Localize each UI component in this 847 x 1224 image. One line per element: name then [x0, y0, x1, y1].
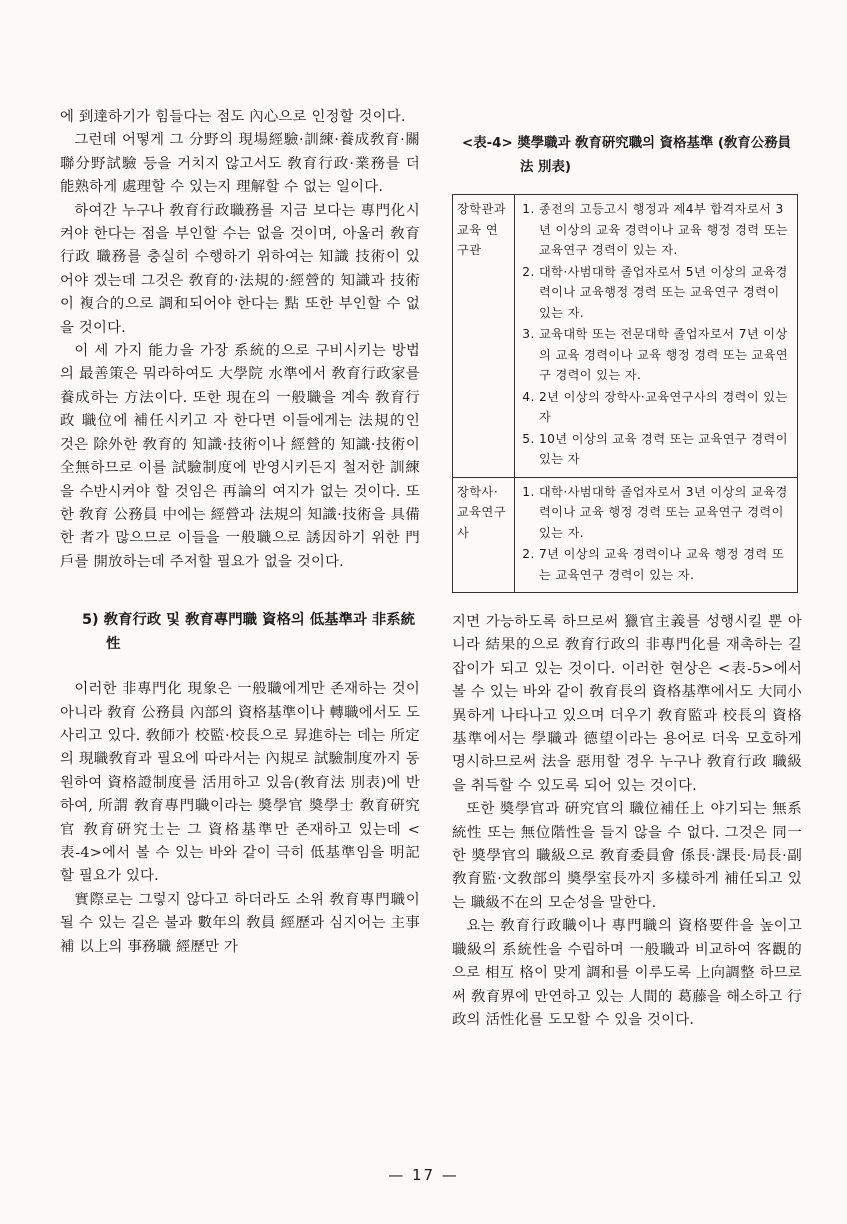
- qualification-table: [452, 194, 798, 593]
- paragraph: 實際로는 그렇지 않다고 하더라도 소위 敎育專門職이 될 수 있는 길은 불과 數年의 敎員 經歷과 심지어는 主事補 以上의 事務職 經歷만 가: [60, 891, 420, 955]
- paragraph: 에 到達하기가 힘들다는 점도 內心으로 인정할 것이다.: [60, 109, 406, 125]
- position-text: 교육연구: [457, 505, 507, 519]
- criteria-item: 5. 10년 이상의 교육 경력 또는 교육연구 경력이 있는 자: [539, 429, 792, 470]
- section-heading: 5) 敎育行政 및 敎育專門職 資格의 低基準과 非系統性: [82, 612, 415, 653]
- paragraph: 또한 奬學官과 硏究官의 職位補任上 야기되는 無系統性 또는 無位階性을 들지 않을 수 없다. 그것은 同一한 奬學官의 職級으로 敎育委員會 係長·課長·局長·副敎育監·文敎部의 奬學室長까지 多樣하게 補任되고 있는 職級不在의 모순성을 말한다.: [452, 801, 802, 911]
- paragraph: 요는 敎育行政職이나 專門職의 資格要件을 높이고 職級의 系統性을 수립하며 一般職과 비교하여 客觀的으로 相互 格이 맞게 調和를 이루도록 上向調整 하므로써 敎育界에 만연하고 있는 人間的 葛藤을 해소하고 行政의 活性化를 도모할 수 있을 것이다.: [452, 918, 802, 1028]
- criteria-item: 2. 7년 이상의 교육 경력이나 교육 행정 경력 또는 교육연구 경력이 있는 자.: [539, 544, 792, 585]
- position-cell: [453, 195, 515, 478]
- right-body: [452, 611, 802, 1032]
- criteria-item: 2. 대학·사범대학 졸업자로서 5년 이상의 교육경력이나 교육행정 경력 또는 교육연구 경력이 있는 자.: [539, 262, 792, 324]
- position-text: 사: [457, 525, 470, 540]
- page-number: — 17 —: [388, 1166, 459, 1184]
- criteria-item: 4. 2년 이상의 장학사·교육연구사의 경력이 있는 자: [539, 387, 792, 428]
- paragraph: 지면 가능하도록 하므로써 獵官主義를 성행시킬 뿐 아니라 結果的으로 敎育行政의 非專門化를 재촉하는 길잡이가 되고 있는 것이다. 이러한 현상은 <表-5>에서 볼 수 있는 바와 같이 敎育長의 資格基準에서도 大同小異하게 나타나고 있으며 더우기 敎育監과 校長의 資格基準에서는 學職과 德望이라는 용어로 더욱 모호하게 명시하므로써 法을 惡用할 경우 누구나 敎育行政 職級을 취득할 수 있도록 되어 있는 것이다.: [452, 614, 802, 794]
- position-text: 장학사·: [457, 484, 499, 499]
- paragraph: 그런데 어떻게 그 分野의 現場經驗·訓練·養成敎育·關聯分野試驗 등을 거치지 않고서도 敎育行政·業務를 더 能熟하게 處理할 수 있는지 理解할 수 없는 일이다.: [60, 132, 420, 196]
- position-text: 교육 연: [457, 222, 499, 237]
- criteria-cell: [515, 477, 798, 593]
- position-text: 장학관과: [457, 202, 507, 216]
- left-column: [60, 106, 420, 959]
- table-caption: <表-4> 奬學職과 敎育硏究職의 資格基準 (敎育公務員法 別表): [462, 136, 791, 175]
- criteria-cell: [515, 195, 798, 478]
- right-column: [452, 106, 802, 1032]
- table-row: [453, 477, 798, 593]
- paragraph: 하여간 누구나 敎育行政職務를 지금 보다는 專門化시켜야 한다는 점을 부인할 수는 없을 것이며, 아울러 敎育行政 職務를 충실히 수행하기 위하여는 知識 技術이 있어야 겠는데 그것은 敎育的·法規的·經營的 知識과 技術이 複合的으로 調和되어야 한다는 點 또한 부인할 수 없을 것이다.: [60, 202, 420, 336]
- criteria-item: 1. 종전의 고등고시 행정과 제4부 합격자로서 3년 이상의 교육 경력이나 교육 행정 경력 또는 교육연구 경력이 있는 자.: [539, 199, 792, 261]
- criteria-item: 1. 대학·사범대학 졸업자로서 3년 이상의 교육경력이나 교육 행정 경력 또는 교육연구 경력이 있는 자.: [539, 482, 792, 544]
- table-row: [453, 195, 798, 478]
- position-cell: [453, 477, 515, 593]
- position-text: 구관: [457, 243, 482, 257]
- criteria-item: 3. 교육대학 또는 전문대학 졸업자로서 7년 이상의 교육 경력이나 교육 행정 경력 또는 교육연구 경력이 있는 자.: [539, 324, 792, 386]
- paragraph: 이러한 非專門化 現象은 一般職에게만 존재하는 것이 아니라 敎育 公務員 內部의 資格基準이나 轉職에서도 도사리고 있다. 敎師가 校監·校長으로 昇進하는 데는 所定의 現職敎育과 필요에 따라서는 內規로 試驗制度까지 동원하여 資格證制度를 活用하고 있음(敎育法 別表)에 반하여, 所謂 敎育專門職이라는 奬學官 奬學士 敎育硏究官 敎育硏究士는 그 資格基準만 존재하고 있는데 <表-4>에서 볼 수 있는 바와 같이 극히 低基準임을 明記할 필요가 있다.: [60, 681, 420, 885]
- paragraph: 이 세 가지 能力을 가장 系統的으로 구비시키는 방법의 最善策은 뭐라하여도 大學院 水準에서 敎育行政家를 養成하는 方法이다. 또한 現在의 一般職을 계속 敎育行政 職位에 補任시키고 자 한다면 이들에게는 法規的인 것은 除外한 敎育的 知識·技術이나 經營的 知識·技術이 全無하므로 이를 試驗制度에 반영시키든지 철저한 訓練을 수반시켜야 할 것임은 再論의 여지가 없는 것이다. 또한 敎育 公務員 中에는 經營과 法規의 知識·技術을 具備한 者가 많으므로 이들을 一般職으로 誘因하기 위한 門戶를 開放하는데 주저할 필요가 없을 것이다.: [60, 343, 420, 570]
